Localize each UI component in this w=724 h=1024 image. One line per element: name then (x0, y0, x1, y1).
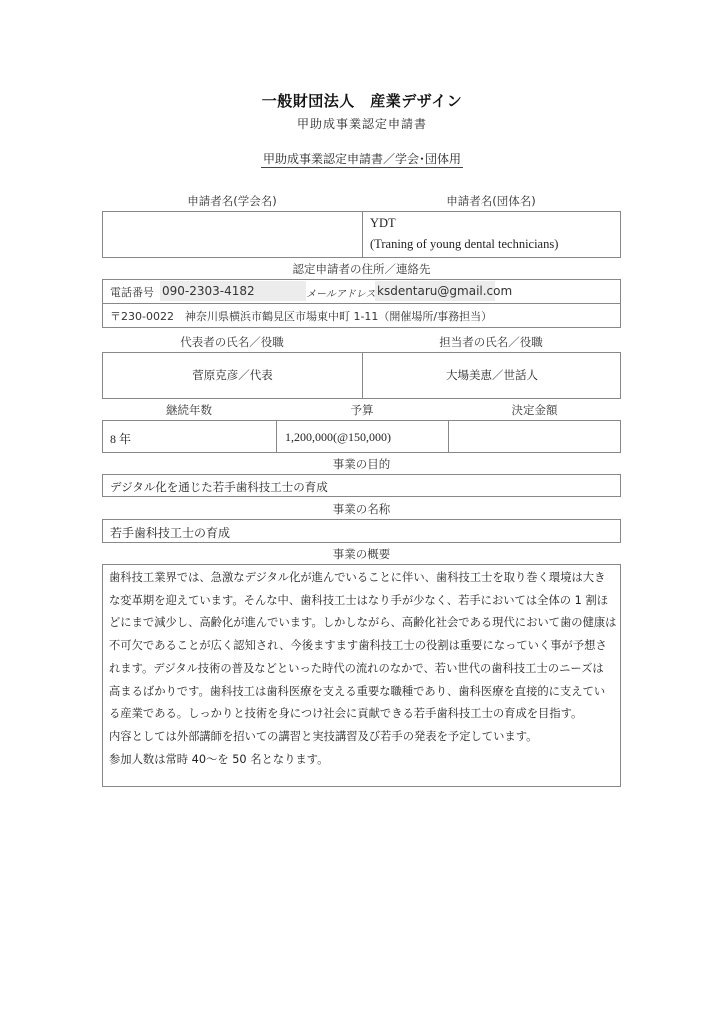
project-name-field[interactable] (102, 519, 621, 543)
phone-email-row (103, 280, 620, 303)
summary-line: な変革期を迎えています。そんな中、歯科技工士はなり手が少なく、若手においては全体の 1 割ほ (109, 593, 609, 607)
contact-box (102, 279, 621, 328)
budget-field[interactable] (278, 421, 449, 452)
summary-line: 高まるばかりです。歯科技工は歯科医療を支える重要な職種であり、歯科医療を直接的に支えてい (109, 684, 606, 698)
purpose-label: 事業の目的 (332, 457, 391, 471)
contact-person-field[interactable] (364, 353, 620, 398)
organization-field[interactable] (364, 212, 620, 257)
contact-person-label: 担当者の氏名／役職 (439, 335, 543, 349)
organization-value-line2: (Traning of young dental technicians) (370, 237, 559, 251)
address-value[interactable]: 〒230-0022 神奈川県横浜市鶴見区市場東中町 1-11（開催場所/事務担当） (110, 310, 493, 323)
summary-line: 内容としては外部講師を招いての講習と実技講習及び若手の発表を予定しています。 (109, 729, 538, 743)
email-value: ksdentaru@gmail.com (377, 284, 513, 298)
column-divider (362, 353, 363, 398)
summary-line: る産業である。しっかりと技術を身につけ社会に貢献できる若手歯科技工士の育成を目指す。 (109, 707, 583, 721)
organization-title: 一般財団法人 産業デザイン (261, 92, 463, 110)
decided-amount-field[interactable] (450, 421, 620, 452)
budget-value: 1,200,000(@150,000) (285, 430, 392, 444)
form-subtitle (0, 150, 724, 167)
summary-line: 不可欠であることが広く認知され、今後ますます歯科技工士の役割は重要になっていく事が予想さ (109, 639, 607, 653)
email-field[interactable] (375, 281, 513, 301)
academic-society-field[interactable] (103, 212, 362, 257)
representative-field[interactable] (103, 353, 362, 398)
summary-line: 歯科技工業界では、急激なデジタル化が進んでいることに伴い、歯科技工士を取り巻く環境は大き (109, 571, 606, 584)
people-box (102, 352, 621, 399)
years-value: 8 年 (110, 432, 132, 446)
purpose-value: デジタル化を通じた若手歯科技工士の育成 (110, 480, 328, 494)
project-name-label: 事業の名称 (332, 502, 391, 516)
summary-line: 参加人数は常時 40～を 50 名となります。 (109, 752, 329, 766)
representative-label: 代表者の氏名／役職 (180, 335, 284, 349)
phone-value: 090-2303-4182 (162, 284, 255, 298)
summary-line: どにまで減少し、高齢化が進んでいます。しかしながら、高齢化社会である現代において歯の健康は (109, 616, 617, 630)
summary-label: 事業の概要 (332, 547, 391, 561)
academic-society-label: 申請者名(学会名) (187, 194, 277, 208)
form-subtitle-text: 甲助成事業認定申請書／学会･団体用 (262, 152, 461, 166)
decided-amount-label: 決定金額 (511, 403, 558, 417)
organization-value-line1: YDT (370, 216, 396, 230)
phone-label: 電話番号 (110, 286, 154, 299)
phone-field[interactable] (160, 281, 306, 301)
project-name-value: 若手歯科技工士の育成 (110, 526, 231, 540)
column-divider (448, 421, 449, 452)
budget-label: 予算 (350, 403, 374, 417)
contact-section-label: 認定申請者の住所／連絡先 (292, 262, 431, 276)
email-label: メールアドレス (306, 289, 376, 300)
row-divider (103, 303, 620, 304)
purpose-field[interactable] (102, 474, 621, 497)
summary-field[interactable] (102, 564, 621, 787)
years-field[interactable] (103, 421, 277, 452)
organization-label: 申請者名(団体名) (446, 194, 536, 208)
applicant-name-box (102, 211, 621, 258)
finance-box (102, 420, 621, 453)
contact-person-value: 大場美恵／世話人 (446, 368, 538, 382)
document-title: 甲助成事業認定申請書 (296, 117, 427, 131)
summary-line: れます。デジタル技術の普及などといった時代の流れのなかで、若い世代の歯科技工士のニーズは (109, 661, 604, 675)
summary-text (109, 567, 616, 771)
years-label: 継続年数 (166, 403, 212, 417)
column-divider (276, 421, 277, 452)
representative-value: 菅原克彦／代表 (192, 368, 273, 382)
column-divider (362, 212, 363, 257)
